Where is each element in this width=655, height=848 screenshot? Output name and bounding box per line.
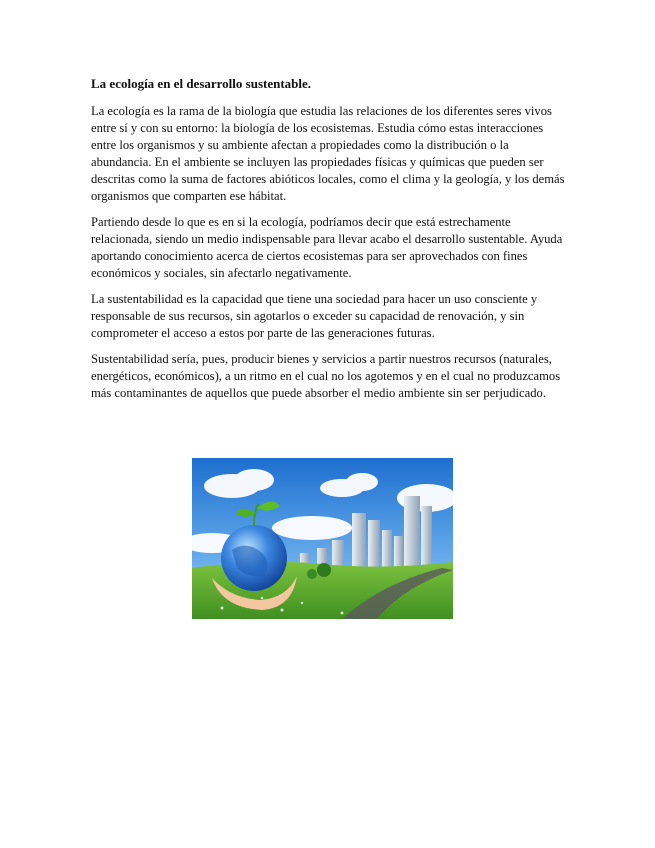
sustainability-illustration — [192, 458, 453, 619]
paragraph-ecology-definition: La ecología es la rama de la biología que estudia las relaciones de los diferentes seres vivos entre sí y con su entorno: la biología de los ecosistemas. Estudia cómo estas interacciones entre los organismos y su ambiente afectan a propiedades como la distribución o la abundancia. En el ambiente se incluyen las propiedades físicas y químicas que pueden ser descritas como la suma de factores abióticos locales, como el clima y la geología, y los demás organismos que comparten ese hábitat. — [91, 104, 565, 203]
paragraph-sustainability-meaning: Sustentabilidad sería, pues, producir bienes y servicios a partir nuestros recursos (naturales, energéticos, económicos), a un ritmo en el cual no los agotemos y en el cual no produzcamos más contaminantes de aquellos que puede absorber el medio ambiente sin ser perjudicado. — [91, 352, 561, 400]
document-body — [91, 76, 571, 411]
document-title: La ecología en el desarrollo sustentable. — [91, 76, 312, 91]
paragraph-ecology-relation: Partiendo desde lo que es en si la ecología, podríamos decir que está estrechamente relacionada, siendo un medio indispensable para llevar acabo el desarrollo sustentable. Ayuda aportando conocimiento acerca de ciertos ecosistemas para ser aprovechados con fines económicos y sociales, sin afectarlo negativamente. — [91, 215, 563, 280]
paragraph-sustainability-definition: La sustentabilidad es la capacidad que tiene una sociedad para hacer un uso consciente y responsable de sus recursos, sin agotarlos o exceder su capacidad de renovación, y sin comprometer el acceso a estos por parte de las generaciones futuras. — [91, 292, 538, 340]
